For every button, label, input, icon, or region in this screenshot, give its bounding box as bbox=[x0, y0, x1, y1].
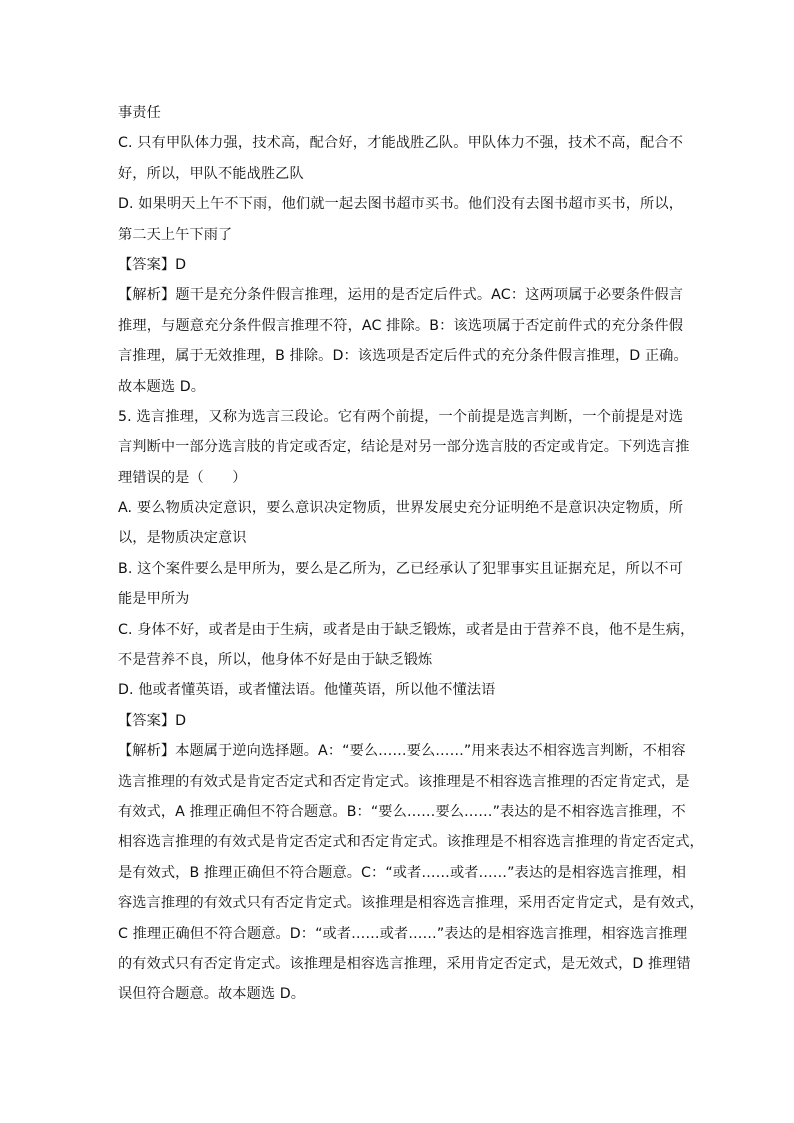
answer-line: 【答案】D bbox=[118, 712, 187, 729]
text-line: 选言推理的有效式是肯定否定式和否定肯定式。该推理是不相容选言推理的否定肯定式，是 bbox=[118, 773, 690, 790]
text-line: 能是甲所为 bbox=[118, 591, 190, 608]
option-d-line: D. 如果明天上午不下雨，他们就一起去图书超市买书。他们没有去图书超市买书，所以， bbox=[118, 196, 683, 213]
analysis-line: 【解析】本题属于逆向选择题。A：“要么……要么……”用来表达不相容选言判断，不相容 bbox=[118, 743, 686, 760]
text-line: 容选言推理的有效式只有否定肯定式。该推理是相容选言推理，采用否定肯定式，是有效式， bbox=[118, 895, 704, 912]
text-line: 相容选言推理的有效式是肯定否定式和否定肯定式。该推理是不相容选言推理的肯定否定式， bbox=[118, 834, 704, 851]
text-line: 故本题选 D。 bbox=[118, 378, 206, 395]
option-c-line: C. 身体不好，或者是由于生病，或者是由于缺乏锻炼，或者是由于营养不良，他不是生病， bbox=[118, 621, 695, 638]
text-line: 以，是物质决定意识 bbox=[118, 530, 247, 547]
text-line: 不是营养不良，所以，他身体不好是由于缺乏锻炼 bbox=[118, 652, 433, 669]
text-line: 言判断中一部分选言肢的肯定或否定，结论是对另一部分选言肢的否定或肯定。下列选言推 bbox=[118, 439, 690, 456]
option-c-line: C. 只有甲队体力强，技术高，配合好，才能战胜乙队。甲队体力不强，技术不高，配合不 bbox=[118, 135, 683, 152]
text-line: 有效式，A 推理正确但不符合题意。B：“要么……要么……”表达的是不相容选言推理，不 bbox=[118, 803, 686, 820]
text-line: C 推理正确但不符合题意。D：“或者……或者……”表达的是相容选言推理，相容选言推理 bbox=[118, 925, 688, 942]
answer-line: 【答案】D bbox=[118, 256, 187, 273]
text-line: 理错误的是（ ） bbox=[118, 469, 247, 486]
question-5-line: 5. 选言推理，又称为选言三段论。它有两个前提，一个前提是选言判断，一个前提是对选 bbox=[118, 408, 683, 425]
text-line: 的有效式只有否定肯定式。该推理是相容选言推理，采用肯定否定式，是无效式，D 推理错 bbox=[118, 955, 691, 972]
option-b-line: B. 这个案件要么是甲所为，要么是乙所为，乙已经承认了犯罪事实且证据充足，所以不可 bbox=[118, 560, 683, 577]
text-line: 第二天上午下雨了 bbox=[118, 226, 233, 243]
text-line: 好，所以，甲队不能战胜乙队 bbox=[118, 165, 304, 182]
text-line: 是有效式，B 推理正确但不符合题意。C：“或者……或者……”表达的是相容选言推理，相 bbox=[118, 864, 686, 881]
text-line: 言推理，属于无效推理，B 排除。D：该选项是否定后件式的充分条件假言推理，D 正确。 bbox=[118, 348, 688, 365]
option-a-line: A. 要么物质决定意识，要么意识决定物质，世界发展史充分证明绝不是意识决定物质，所 bbox=[118, 500, 683, 517]
option-d-line: D. 他或者懂英语，或者懂法语。他懂英语，所以他不懂法语 bbox=[118, 682, 496, 699]
text-line: 推理，与题意充分条件假言推理不符，AC 排除。B：该选项属于否定前件式的充分条件假 bbox=[118, 317, 683, 334]
text-line: 事责任 bbox=[118, 105, 161, 121]
document-body bbox=[118, 98, 704, 1010]
text-line: 误但符合题意。故本题选 D。 bbox=[118, 986, 306, 1003]
analysis-line: 【解析】题干是充分条件假言推理，运用的是否定后件式。AC：这两项属于必要条件假言 bbox=[118, 287, 683, 304]
